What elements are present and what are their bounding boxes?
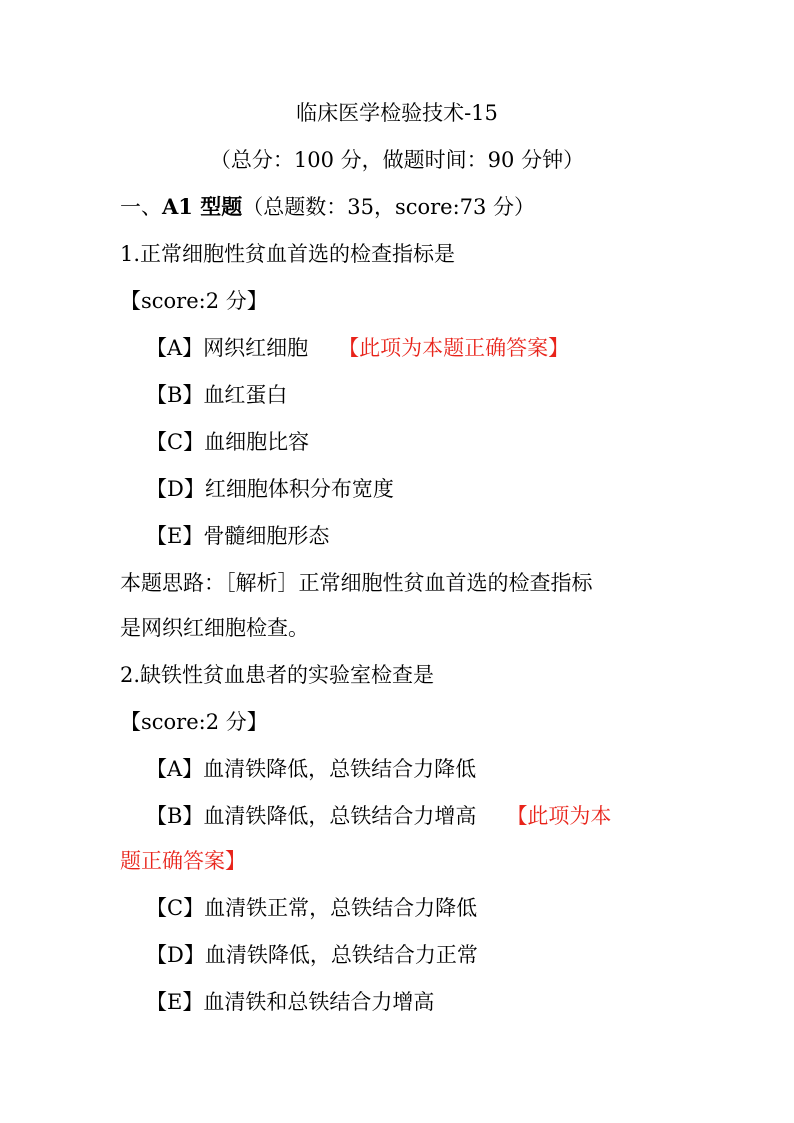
option-a <box>146 746 666 792</box>
option-text: 血清铁降低，总铁结合力正常 <box>204 943 478 967</box>
page-subtitle: （总分：100 分，做题时间：90 分钟） <box>209 148 585 172</box>
option-text: 骨髓细胞形态 <box>203 524 330 548</box>
option-text: 血清铁和总铁结合力增高 <box>203 990 435 1014</box>
option-text: 血清铁正常，总铁结合力降低 <box>204 896 478 920</box>
option-text: 血红蛋白 <box>203 383 288 407</box>
option-label: 【C】 <box>146 896 205 920</box>
correct-answer-marker: 【此项为本 <box>506 804 612 828</box>
option-b <box>146 372 666 418</box>
option-d <box>146 932 666 978</box>
section-info: （总题数：35，score:73 分） <box>242 195 536 219</box>
option-a <box>146 325 666 371</box>
question-score: 【score:2 分】 <box>120 289 268 313</box>
option-e <box>146 979 666 1025</box>
option-label: 【B】 <box>146 804 204 828</box>
option-b <box>146 793 666 839</box>
page-title: 临床医学检验技术-15 <box>296 101 498 125</box>
question-stem: 1.正常细胞性贫血首选的检查指标是 <box>120 242 456 266</box>
section-heading <box>120 184 665 230</box>
option-label: 【A】 <box>146 757 204 781</box>
option-label: 【C】 <box>146 430 205 454</box>
question-score: 【score:2 分】 <box>120 710 268 734</box>
option-c <box>146 419 666 465</box>
option-label: 【B】 <box>146 383 204 407</box>
question-stem: 2.缺铁性贫血患者的实验室检查是 <box>120 663 435 687</box>
section-name: A1 型题 <box>162 194 243 219</box>
option-label: 【E】 <box>146 990 204 1014</box>
option-d <box>146 466 666 512</box>
option-c <box>146 885 666 931</box>
option-label: 【E】 <box>146 524 204 548</box>
option-text: 网织红细胞 <box>203 336 309 360</box>
option-e <box>146 513 666 559</box>
analysis-line: 本题思路：［解析］正常细胞性贫血首选的检查指标 <box>120 571 593 595</box>
option-text: 红细胞体积分布宽度 <box>204 477 394 501</box>
option-label: 【A】 <box>146 336 204 360</box>
analysis-line: 是网织红细胞检查。 <box>120 616 309 640</box>
correct-answer-marker: 【此项为本题正确答案】 <box>338 336 570 360</box>
option-text: 血清铁降低，总铁结合力降低 <box>203 757 477 781</box>
option-label: 【D】 <box>146 477 205 501</box>
option-text: 血清铁降低，总铁结合力增高 <box>203 804 477 828</box>
section-prefix: 一、 <box>120 195 162 219</box>
correct-answer-marker-continued: 题正确答案】 <box>120 849 246 873</box>
option-label: 【D】 <box>146 943 205 967</box>
option-text: 血细胞比容 <box>204 430 310 454</box>
